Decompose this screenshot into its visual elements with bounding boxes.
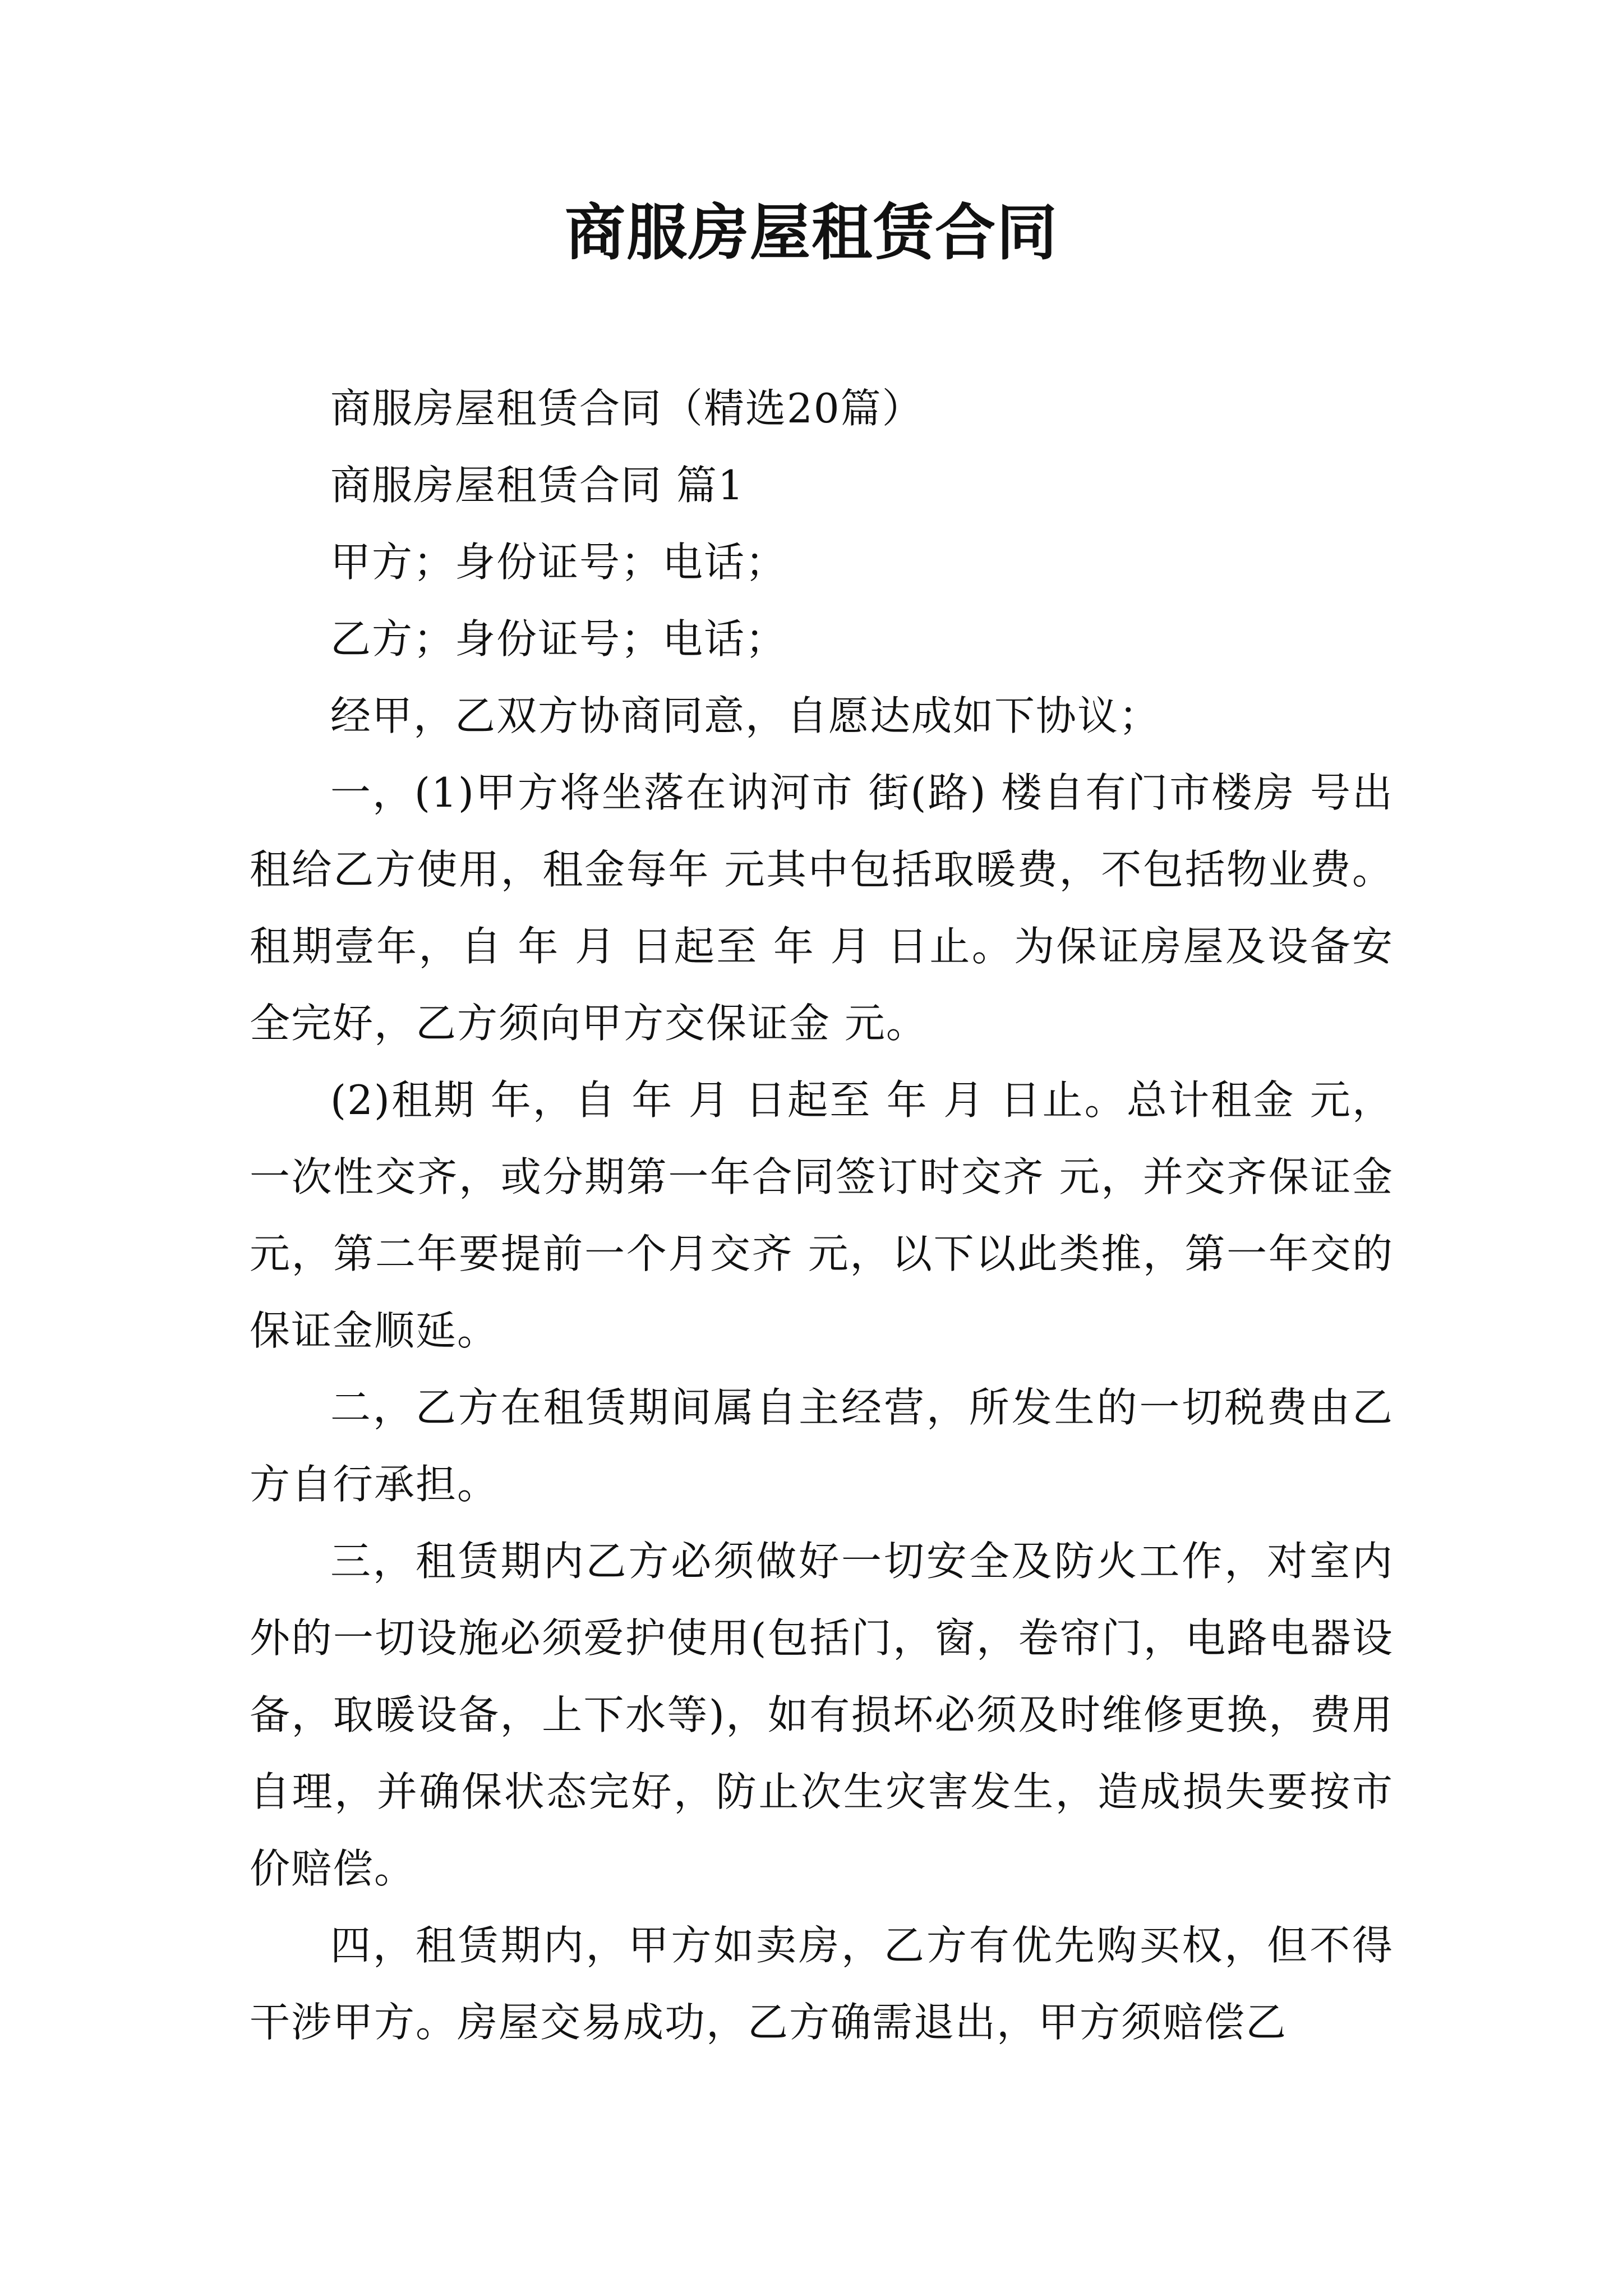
clause-3: 三，租赁期内乙方必须做好一切安全及防火工作，对室内外的一切设施必须爱护使用(包括门，窗，卷帘门，电路电器设备，取暖设备，上下水等)，如有损坏必须及时维修更换，费用自理，并确保状态完好，防止次生灾害发生，造成损失要按市价赔偿。 bbox=[250, 1538, 1394, 1892]
section-heading: 商服房屋租赁合同 篇1 bbox=[330, 462, 745, 509]
clause-4: 四，租赁期内，甲方如卖房，乙方有优先购买权，但不得干涉甲方。房屋交易成功，乙方确需退出，甲方须赔偿乙 bbox=[250, 1922, 1394, 2046]
document-body bbox=[250, 370, 1394, 2061]
clause-1-part-1: 一，(1)甲方将坐落在讷河市 街(路) 楼自有门市楼房 号出租给乙方使用，租金每年 元其中包括取暖费，不包括物业费。租期壹年，自 年 月 日起至 年 月 日止。为保证房屋及设备安全完好，乙方须向甲方交保证金 元。 bbox=[250, 769, 1394, 1047]
subtitle-line: 商服房屋租赁合同（精选20篇） bbox=[330, 385, 924, 432]
agreement-intro: 经甲，乙双方协商同意，自愿达成如下协议； bbox=[330, 692, 1161, 739]
clause-2: 二，乙方在租赁期间属自主经营，所发生的一切税费由乙方自行承担。 bbox=[250, 1384, 1394, 1508]
document-title: 商服房屋租赁合同 bbox=[564, 197, 1058, 268]
party-b-line: 乙方；身份证号；电话； bbox=[330, 615, 787, 662]
party-a-line: 甲方；身份证号；电话； bbox=[330, 539, 787, 586]
clause-1-part-2: (2)租期 年，自 年 月 日起至 年 月 日止。总计租金 元，一次性交齐，或分期第一年合同签订时交齐 元，并交齐保证金 元，第二年要提前一个月交齐 元，以下以此类推，第一年交的保证金顺延。 bbox=[250, 1076, 1394, 1354]
